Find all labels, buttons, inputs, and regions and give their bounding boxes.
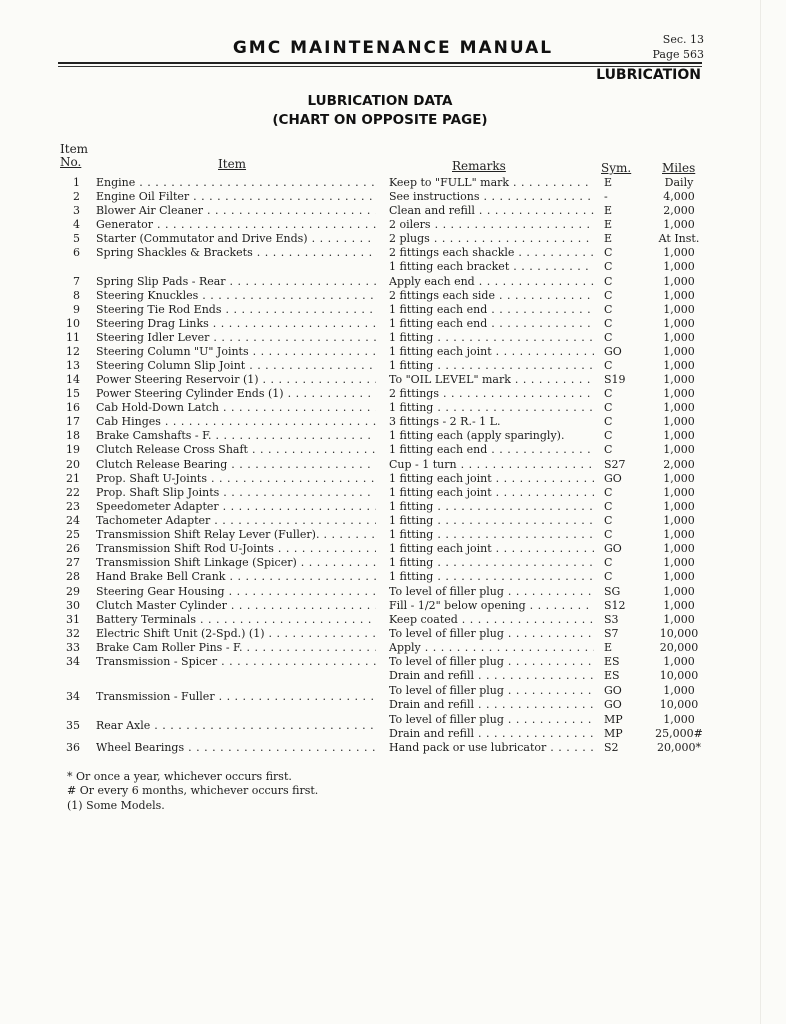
row-symbol: S2 xyxy=(604,741,619,754)
row-symbol: C xyxy=(604,401,613,414)
row-remarks: 1 fitting each bracket . . . xyxy=(389,260,594,273)
row-number: 31 xyxy=(66,613,80,626)
row-symbol: C xyxy=(604,429,613,442)
row-miles: 1,000 xyxy=(663,260,695,273)
row-item: Power Steering Reservoir (1) . . . xyxy=(96,373,376,386)
lubrication-data-title xyxy=(230,92,530,130)
row-number: 21 xyxy=(66,472,80,485)
row-item: Steering Drag Links . . . xyxy=(96,317,376,330)
row-symbol: S7 xyxy=(604,627,619,640)
row-item: Electric Shift Unit (2-Spd.) (1) . . . xyxy=(96,627,376,640)
row-symbol: C xyxy=(604,415,613,428)
row-miles: At Inst. xyxy=(658,232,700,245)
row-number: 32 xyxy=(66,627,80,640)
row-miles: Daily xyxy=(664,176,694,189)
row-remarks: Clean and refill . . . xyxy=(389,204,594,217)
row-symbol: ES xyxy=(604,669,620,682)
row-remarks: 1 fitting each joint . . . xyxy=(389,345,594,358)
row-item: Rear Axle . . . xyxy=(96,719,376,732)
row-number: 35 xyxy=(66,719,80,732)
row-miles: 10,000 xyxy=(659,627,699,640)
row-item: Battery Terminals . . . xyxy=(96,613,376,626)
row-symbol: E xyxy=(604,204,613,217)
row-symbol: C xyxy=(604,317,613,330)
row-miles: 1,000 xyxy=(663,373,695,386)
row-symbol: GO xyxy=(604,345,622,358)
footnote: # Or every 6 months, whichever occurs first. xyxy=(67,784,319,797)
row-symbol: C xyxy=(604,570,613,583)
row-remarks: Keep to "FULL" mark . . . xyxy=(389,176,594,189)
row-number: 27 xyxy=(66,556,80,569)
row-remarks: Cup - 1 turn . . . xyxy=(389,458,594,471)
row-remarks: Apply . . . xyxy=(389,641,594,654)
row-symbol: C xyxy=(604,528,613,541)
row-remarks: Drain and refill . . . xyxy=(389,669,594,682)
row-symbol: C xyxy=(604,556,613,569)
row-number: 16 xyxy=(66,401,80,414)
row-number: 29 xyxy=(66,585,80,598)
row-miles: 1,000 xyxy=(663,331,695,344)
row-miles: 2,000 xyxy=(663,204,695,217)
row-symbol: E xyxy=(604,641,613,654)
row-number: 1 xyxy=(73,176,80,189)
row-remarks: Fill - 1/2" below opening . . . xyxy=(389,599,594,612)
row-miles: 1,000 xyxy=(663,429,695,442)
column-header-sym: Sym. xyxy=(601,161,632,175)
row-remarks: Apply each end . . . xyxy=(389,275,594,288)
row-miles: 1,000 xyxy=(663,472,695,485)
row-symbol: GO xyxy=(604,684,622,697)
row-remarks: To level of filler plug . . . xyxy=(389,585,594,598)
section-label: LUBRICATION xyxy=(596,67,701,83)
row-number: 36 xyxy=(66,741,80,754)
row-miles: 20,000* xyxy=(657,741,701,754)
row-remarks: 1 fitting each (apply sparingly). xyxy=(389,429,565,442)
row-remarks: 1 fitting . . . xyxy=(389,570,594,583)
row-remarks: 2 fittings each side . . . xyxy=(389,289,594,302)
row-item: Spring Shackles & Brackets . . . xyxy=(96,246,376,259)
footnote: (1) Some Models. xyxy=(67,799,165,812)
row-symbol: C xyxy=(604,443,613,456)
row-item: Power Steering Cylinder Ends (1) . . . xyxy=(96,387,376,400)
row-item: Transmission Shift Rod U-Joints . . . xyxy=(96,542,376,555)
row-symbol: E xyxy=(604,218,613,231)
row-miles: 1,000 xyxy=(663,401,695,414)
row-miles: 1,000 xyxy=(663,486,695,499)
row-miles: 1,000 xyxy=(663,613,695,626)
column-header-item: Item xyxy=(218,157,247,171)
row-symbol: C xyxy=(604,486,613,499)
row-symbol: C xyxy=(604,260,613,273)
row-miles: 1,000 xyxy=(663,443,695,456)
row-symbol: C xyxy=(604,275,613,288)
row-number: 5 xyxy=(73,232,80,245)
row-remarks: 1 fitting each joint . . . xyxy=(389,542,594,555)
row-remarks: 1 fitting . . . xyxy=(389,401,594,414)
row-miles: 1,000 xyxy=(663,514,695,527)
row-symbol: SG xyxy=(604,585,621,598)
row-number: 17 xyxy=(66,415,80,428)
row-item: Clutch Master Cylinder . . . xyxy=(96,599,376,612)
row-symbol: GO xyxy=(604,472,622,485)
title-line-2: (CHART ON OPPOSITE PAGE) xyxy=(272,112,488,128)
row-number: 34 xyxy=(66,690,80,703)
row-symbol: C xyxy=(604,387,613,400)
row-miles: 1,000 xyxy=(663,570,695,583)
row-symbol: E xyxy=(604,232,613,245)
row-item: Brake Cam Roller Pins - F. . . . xyxy=(96,641,376,654)
row-remarks: 1 fitting . . . xyxy=(389,514,594,527)
row-remarks: Hand pack or use lubricator . . . xyxy=(389,741,594,754)
row-remarks: 2 fittings . . . xyxy=(389,387,594,400)
row-item: Clutch Release Cross Shaft . . . xyxy=(96,443,376,456)
row-remarks: See instructions . . . xyxy=(389,190,594,203)
row-miles: 1,000 xyxy=(663,303,695,316)
row-item: Cab Hinges . . . xyxy=(96,415,376,428)
row-number: 26 xyxy=(66,542,80,555)
row-item: Generator . . . xyxy=(96,218,376,231)
row-symbol: C xyxy=(604,331,613,344)
row-symbol: S19 xyxy=(604,373,626,386)
row-miles: 1,000 xyxy=(663,713,695,726)
row-item: Brake Camshafts - F. . . . xyxy=(96,429,376,442)
row-item: Starter (Commutator and Drive Ends) . . . xyxy=(96,232,376,245)
row-remarks: 1 fitting each end . . . xyxy=(389,443,594,456)
row-remarks: 1 fitting each joint . . . xyxy=(389,472,594,485)
row-symbol: - xyxy=(604,190,608,203)
row-number: 9 xyxy=(73,303,80,316)
manual-title: GMC MAINTENANCE MANUAL xyxy=(232,38,554,58)
row-item: Speedometer Adapter . . . xyxy=(96,500,376,513)
row-miles: 1,000 xyxy=(663,275,695,288)
footnote: * Or once a year, whichever occurs first. xyxy=(67,770,292,783)
row-miles: 1,000 xyxy=(663,415,695,428)
row-remarks: 1 fitting . . . xyxy=(389,331,594,344)
row-number: 14 xyxy=(66,373,80,386)
row-miles: 1,000 xyxy=(663,599,695,612)
row-item: Tachometer Adapter . . . xyxy=(96,514,376,527)
row-number: 11 xyxy=(66,331,80,344)
row-symbol: S12 xyxy=(604,599,626,612)
row-number: 4 xyxy=(73,218,80,231)
row-number: 13 xyxy=(66,359,80,372)
row-symbol: C xyxy=(604,500,613,513)
row-miles: 1,000 xyxy=(663,317,695,330)
row-miles: 1,000 xyxy=(663,387,695,400)
row-remarks: Keep coated . . . xyxy=(389,613,594,626)
column-header-item-no xyxy=(60,143,88,169)
column-header-item-no-line2: No. xyxy=(60,155,82,169)
row-miles: 10,000 xyxy=(659,669,699,682)
row-symbol: C xyxy=(604,514,613,527)
column-header-miles: Miles xyxy=(662,161,696,175)
row-item: Cab Hold-Down Latch . . . xyxy=(96,401,376,414)
row-miles: 1,000 xyxy=(663,289,695,302)
header-rule-thick xyxy=(58,62,702,64)
page-edge-shadow xyxy=(760,0,761,1024)
row-remarks: 3 fittings - 2 R.- 1 L. xyxy=(389,415,501,428)
row-number: 18 xyxy=(66,429,80,442)
row-remarks: 2 fittings each shackle . . . xyxy=(389,246,594,259)
row-number: 22 xyxy=(66,486,80,499)
row-symbol: C xyxy=(604,289,613,302)
row-item: Steering Knuckles . . . xyxy=(96,289,376,302)
row-symbol: C xyxy=(604,359,613,372)
row-symbol: C xyxy=(604,246,613,259)
row-miles: 25,000# xyxy=(655,727,703,740)
row-miles: 1,000 xyxy=(663,246,695,259)
row-remarks: Drain and refill . . . xyxy=(389,727,594,740)
row-item: Steering Idler Lever . . . xyxy=(96,331,376,344)
page-number: Page 563 xyxy=(652,48,704,61)
row-miles: 1,000 xyxy=(663,345,695,358)
row-number: 25 xyxy=(66,528,80,541)
title-line-1: LUBRICATION DATA xyxy=(307,93,453,109)
row-number: 23 xyxy=(66,500,80,513)
row-miles: 1,000 xyxy=(663,585,695,598)
row-number: 33 xyxy=(66,641,80,654)
row-item: Transmission Shift Linkage (Spicer) . . . xyxy=(96,556,376,569)
row-item: Steering Tie Rod Ends . . . xyxy=(96,303,376,316)
row-miles: 20,000 xyxy=(659,641,699,654)
row-item: Blower Air Cleaner . . . xyxy=(96,204,376,217)
row-symbol: MP xyxy=(604,713,623,726)
column-header-remarks: Remarks xyxy=(452,159,506,173)
row-symbol: S3 xyxy=(604,613,619,626)
row-miles: 1,000 xyxy=(663,359,695,372)
row-remarks: Drain and refill . . . xyxy=(389,698,594,711)
row-number: 7 xyxy=(73,275,80,288)
row-number: 2 xyxy=(73,190,80,203)
row-item: Prop. Shaft U-Joints . . . xyxy=(96,472,376,485)
row-symbol: GO xyxy=(604,698,622,711)
row-miles: 2,000 xyxy=(663,458,695,471)
row-remarks: To level of filler plug . . . xyxy=(389,713,594,726)
row-number: 30 xyxy=(66,599,80,612)
row-item: Transmission Shift Relay Lever (Fuller). . . . xyxy=(96,528,376,541)
row-remarks: 1 fitting each end . . . xyxy=(389,317,594,330)
row-miles: 1,000 xyxy=(663,528,695,541)
row-item: Transmission - Fuller . . . xyxy=(96,690,376,703)
row-item: Hand Brake Bell Crank . . . xyxy=(96,570,376,583)
row-miles: 1,000 xyxy=(663,655,695,668)
row-remarks: To "OIL LEVEL" mark . . . xyxy=(389,373,594,386)
row-remarks: To level of filler plug . . . xyxy=(389,655,594,668)
row-miles: 1,000 xyxy=(663,556,695,569)
row-number: 10 xyxy=(66,317,80,330)
row-item: Steering Column Slip Joint . . . xyxy=(96,359,376,372)
row-number: 28 xyxy=(66,570,80,583)
row-miles: 10,000 xyxy=(659,698,699,711)
row-item: Engine . . . xyxy=(96,176,376,189)
row-number: 15 xyxy=(66,387,80,400)
row-item: Wheel Bearings . . . xyxy=(96,741,376,754)
row-number: 6 xyxy=(73,246,80,259)
row-miles: 1,000 xyxy=(663,684,695,697)
row-item: Engine Oil Filter . . . xyxy=(96,190,376,203)
row-remarks: 1 fitting . . . xyxy=(389,556,594,569)
row-number: 19 xyxy=(66,443,80,456)
row-remarks: 1 fitting . . . xyxy=(389,500,594,513)
row-item: Clutch Release Bearing . . . xyxy=(96,458,376,471)
row-remarks: 2 plugs . . . xyxy=(389,232,594,245)
row-number: 3 xyxy=(73,204,80,217)
row-item: Steering Column "U" Joints . . . xyxy=(96,345,376,358)
row-item: Transmission - Spicer . . . xyxy=(96,655,376,668)
column-header-item-no-line1: Item xyxy=(60,142,89,156)
row-remarks: To level of filler plug . . . xyxy=(389,627,594,640)
section-page-block xyxy=(652,32,704,62)
row-symbol: ES xyxy=(604,655,620,668)
row-number: 20 xyxy=(66,458,80,471)
row-symbol: GO xyxy=(604,542,622,555)
row-remarks: To level of filler plug . . . xyxy=(389,684,594,697)
row-item: Spring Slip Pads - Rear . . . xyxy=(96,275,376,288)
row-miles: 1,000 xyxy=(663,500,695,513)
row-number: 24 xyxy=(66,514,80,527)
row-item: Prop. Shaft Slip Joints . . . xyxy=(96,486,376,499)
row-number: 34 xyxy=(66,655,80,668)
row-miles: 1,000 xyxy=(663,542,695,555)
row-remarks: 1 fitting . . . xyxy=(389,528,594,541)
row-number: 12 xyxy=(66,345,80,358)
section-number: Sec. 13 xyxy=(662,33,704,46)
row-symbol: MP xyxy=(604,727,623,740)
row-miles: 1,000 xyxy=(663,218,695,231)
row-symbol: E xyxy=(604,176,613,189)
row-remarks: 1 fitting each end . . . xyxy=(389,303,594,316)
row-item: Steering Gear Housing . . . xyxy=(96,585,376,598)
row-remarks: 1 fitting . . . xyxy=(389,359,594,372)
row-symbol: C xyxy=(604,303,613,316)
row-remarks: 2 oilers . . . xyxy=(389,218,594,231)
row-symbol: S27 xyxy=(604,458,626,471)
row-number: 8 xyxy=(73,289,80,302)
row-miles: 4,000 xyxy=(663,190,695,203)
row-remarks: 1 fitting each joint . . . xyxy=(389,486,594,499)
